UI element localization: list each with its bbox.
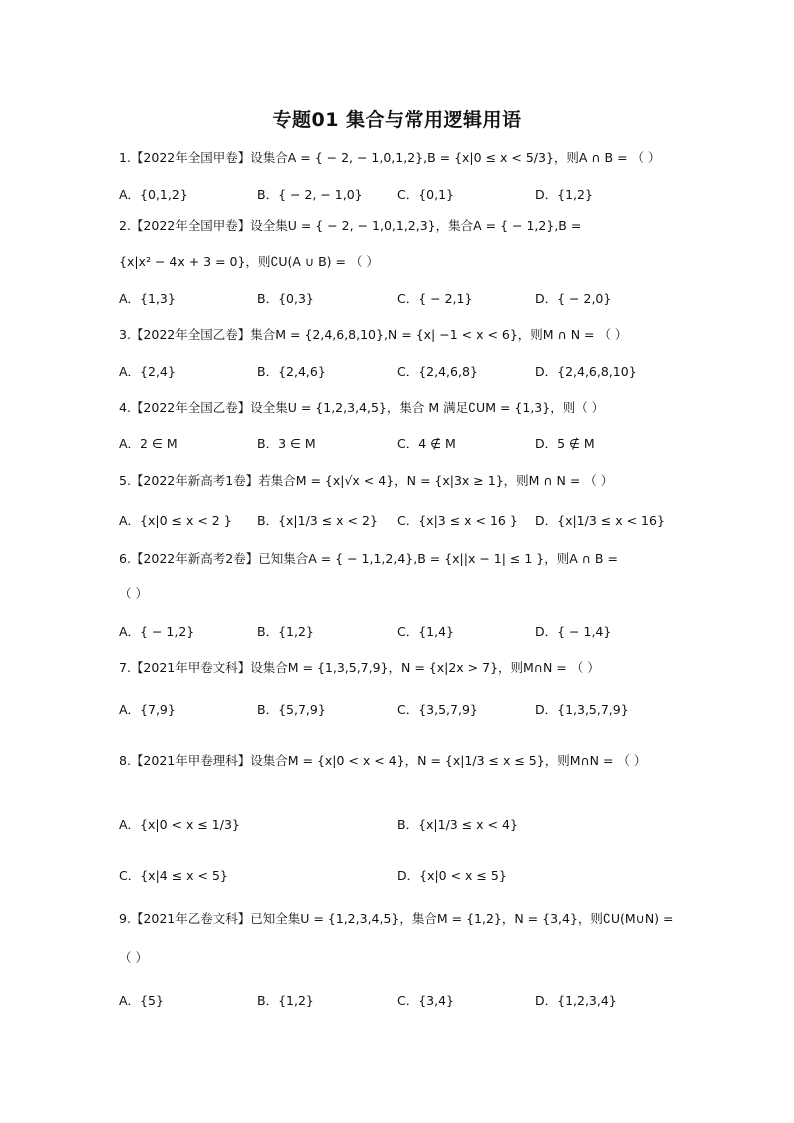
question-7-option-a: A．{7,9} (119, 702, 176, 717)
question-5-option-d: D．{x|1/3 ≤ x < 16} (535, 513, 665, 528)
question-2-stem-line-2: {x|x² − 4x + 3 = 0}，则∁U(A ∪ B) = （ ） (119, 254, 379, 269)
question-8-option-a: A．{x|0 < x ≤ 1/3} (119, 817, 240, 832)
question-2-option-b: B．{0,3} (257, 291, 314, 306)
question-1-stem: 1.【2022年全国甲卷】设集合A = { − 2, − 1,0,1,2},B = {x|0 ≤ x < 5/3}，则A ∩ B = （ ） (119, 150, 661, 165)
question-7-option-d: D．{1,3,5,7,9} (535, 702, 629, 717)
question-3-option-b: B．{2,4,6} (257, 364, 326, 379)
question-1-option-c: C．{0,1} (397, 187, 455, 202)
question-1-option-a: A．{0,1,2} (119, 187, 188, 202)
question-9-option-c: C．{3,4} (397, 993, 455, 1008)
question-2-option-a: A．{1,3} (119, 291, 176, 306)
question-4-option-d: D．5 ∉ M (535, 436, 595, 451)
question-6-option-a: A．{ − 1,2} (119, 624, 195, 639)
question-7-option-c: C．{3,5,7,9} (397, 702, 478, 717)
question-5-option-a: A．{x|0 ≤ x < 2 } (119, 513, 232, 528)
question-8-option-b: B．{x|1/3 ≤ x < 4} (397, 817, 518, 832)
question-2-option-c: C．{ − 2,1} (397, 291, 473, 306)
question-9-option-b: B．{1,2} (257, 993, 314, 1008)
question-4-option-c: C．4 ∉ M (397, 436, 456, 451)
question-4-stem: 4.【2022年全国乙卷】设全集U = {1,2,3,4,5}，集合 M 满足∁UM = {1,3}，则（ ） (119, 400, 605, 415)
question-4-option-b: B．3 ∈ M (257, 436, 316, 451)
question-9-stem-line-2: （ ） (119, 950, 148, 965)
question-6-stem-line-1: 6.【2022年新高考2卷】已知集合A = { − 1,1,2,4},B = {x||x − 1| ≤ 1 }，则A ∩ B = (119, 551, 618, 566)
question-6-stem-line-2: （ ） (119, 586, 148, 601)
question-5-stem: 5.【2022年新高考1卷】若集合M = {x|√x < 4}，N = {x|3x ≥ 1}，则M ∩ N = （ ） (119, 473, 614, 488)
question-2-option-d: D．{ − 2,0} (535, 291, 612, 306)
question-5-option-b: B．{x|1/3 ≤ x < 2} (257, 513, 378, 528)
question-3-option-c: C．{2,4,6,8} (397, 364, 478, 379)
question-1-option-d: D．{1,2} (535, 187, 593, 202)
question-9-option-d: D．{1,2,3,4} (535, 993, 617, 1008)
question-9-option-a: A．{5} (119, 993, 164, 1008)
question-6-option-c: C．{1,4} (397, 624, 455, 639)
question-1-option-b: B．{ − 2, − 1,0} (257, 187, 363, 202)
question-5-option-c: C．{x|3 ≤ x < 16 } (397, 513, 518, 528)
question-2-stem-line-1: 2.【2022年全国甲卷】设全集U = { − 2, − 1,0,1,2,3}，集合A = { − 1,2},B = (119, 218, 582, 233)
question-8-option-d: D．{x|0 < x ≤ 5} (397, 868, 507, 883)
question-7-option-b: B．{5,7,9} (257, 702, 326, 717)
question-3-stem: 3.【2022年全国乙卷】集合M = {2,4,6,8,10},N = {x| −1 < x < 6}，则M ∩ N = （ ） (119, 327, 628, 342)
question-8-option-c: C．{x|4 ≤ x < 5} (119, 868, 228, 883)
question-8-stem: 8.【2021年甲卷理科】设集合M = {x|0 < x < 4}，N = {x|1/3 ≤ x ≤ 5}，则M∩N = （ ） (119, 753, 647, 768)
question-7-stem: 7.【2021年甲卷文科】设集合M = {1,3,5,7,9}，N = {x|2x > 7}，则M∩N = （ ） (119, 660, 600, 675)
question-4-option-a: A．2 ∈ M (119, 436, 178, 451)
page-title: 专题01 集合与常用逻辑用语 (272, 109, 522, 131)
question-3-option-a: A．{2,4} (119, 364, 176, 379)
question-6-option-b: B．{1,2} (257, 624, 314, 639)
question-3-option-d: D．{2,4,6,8,10} (535, 364, 637, 379)
question-6-option-d: D．{ − 1,4} (535, 624, 612, 639)
question-9-stem-line-1: 9.【2021年乙卷文科】已知全集U = {1,2,3,4,5}，集合M = {1,2}，N = {3,4}，则∁U(M∪N) = (119, 911, 674, 926)
